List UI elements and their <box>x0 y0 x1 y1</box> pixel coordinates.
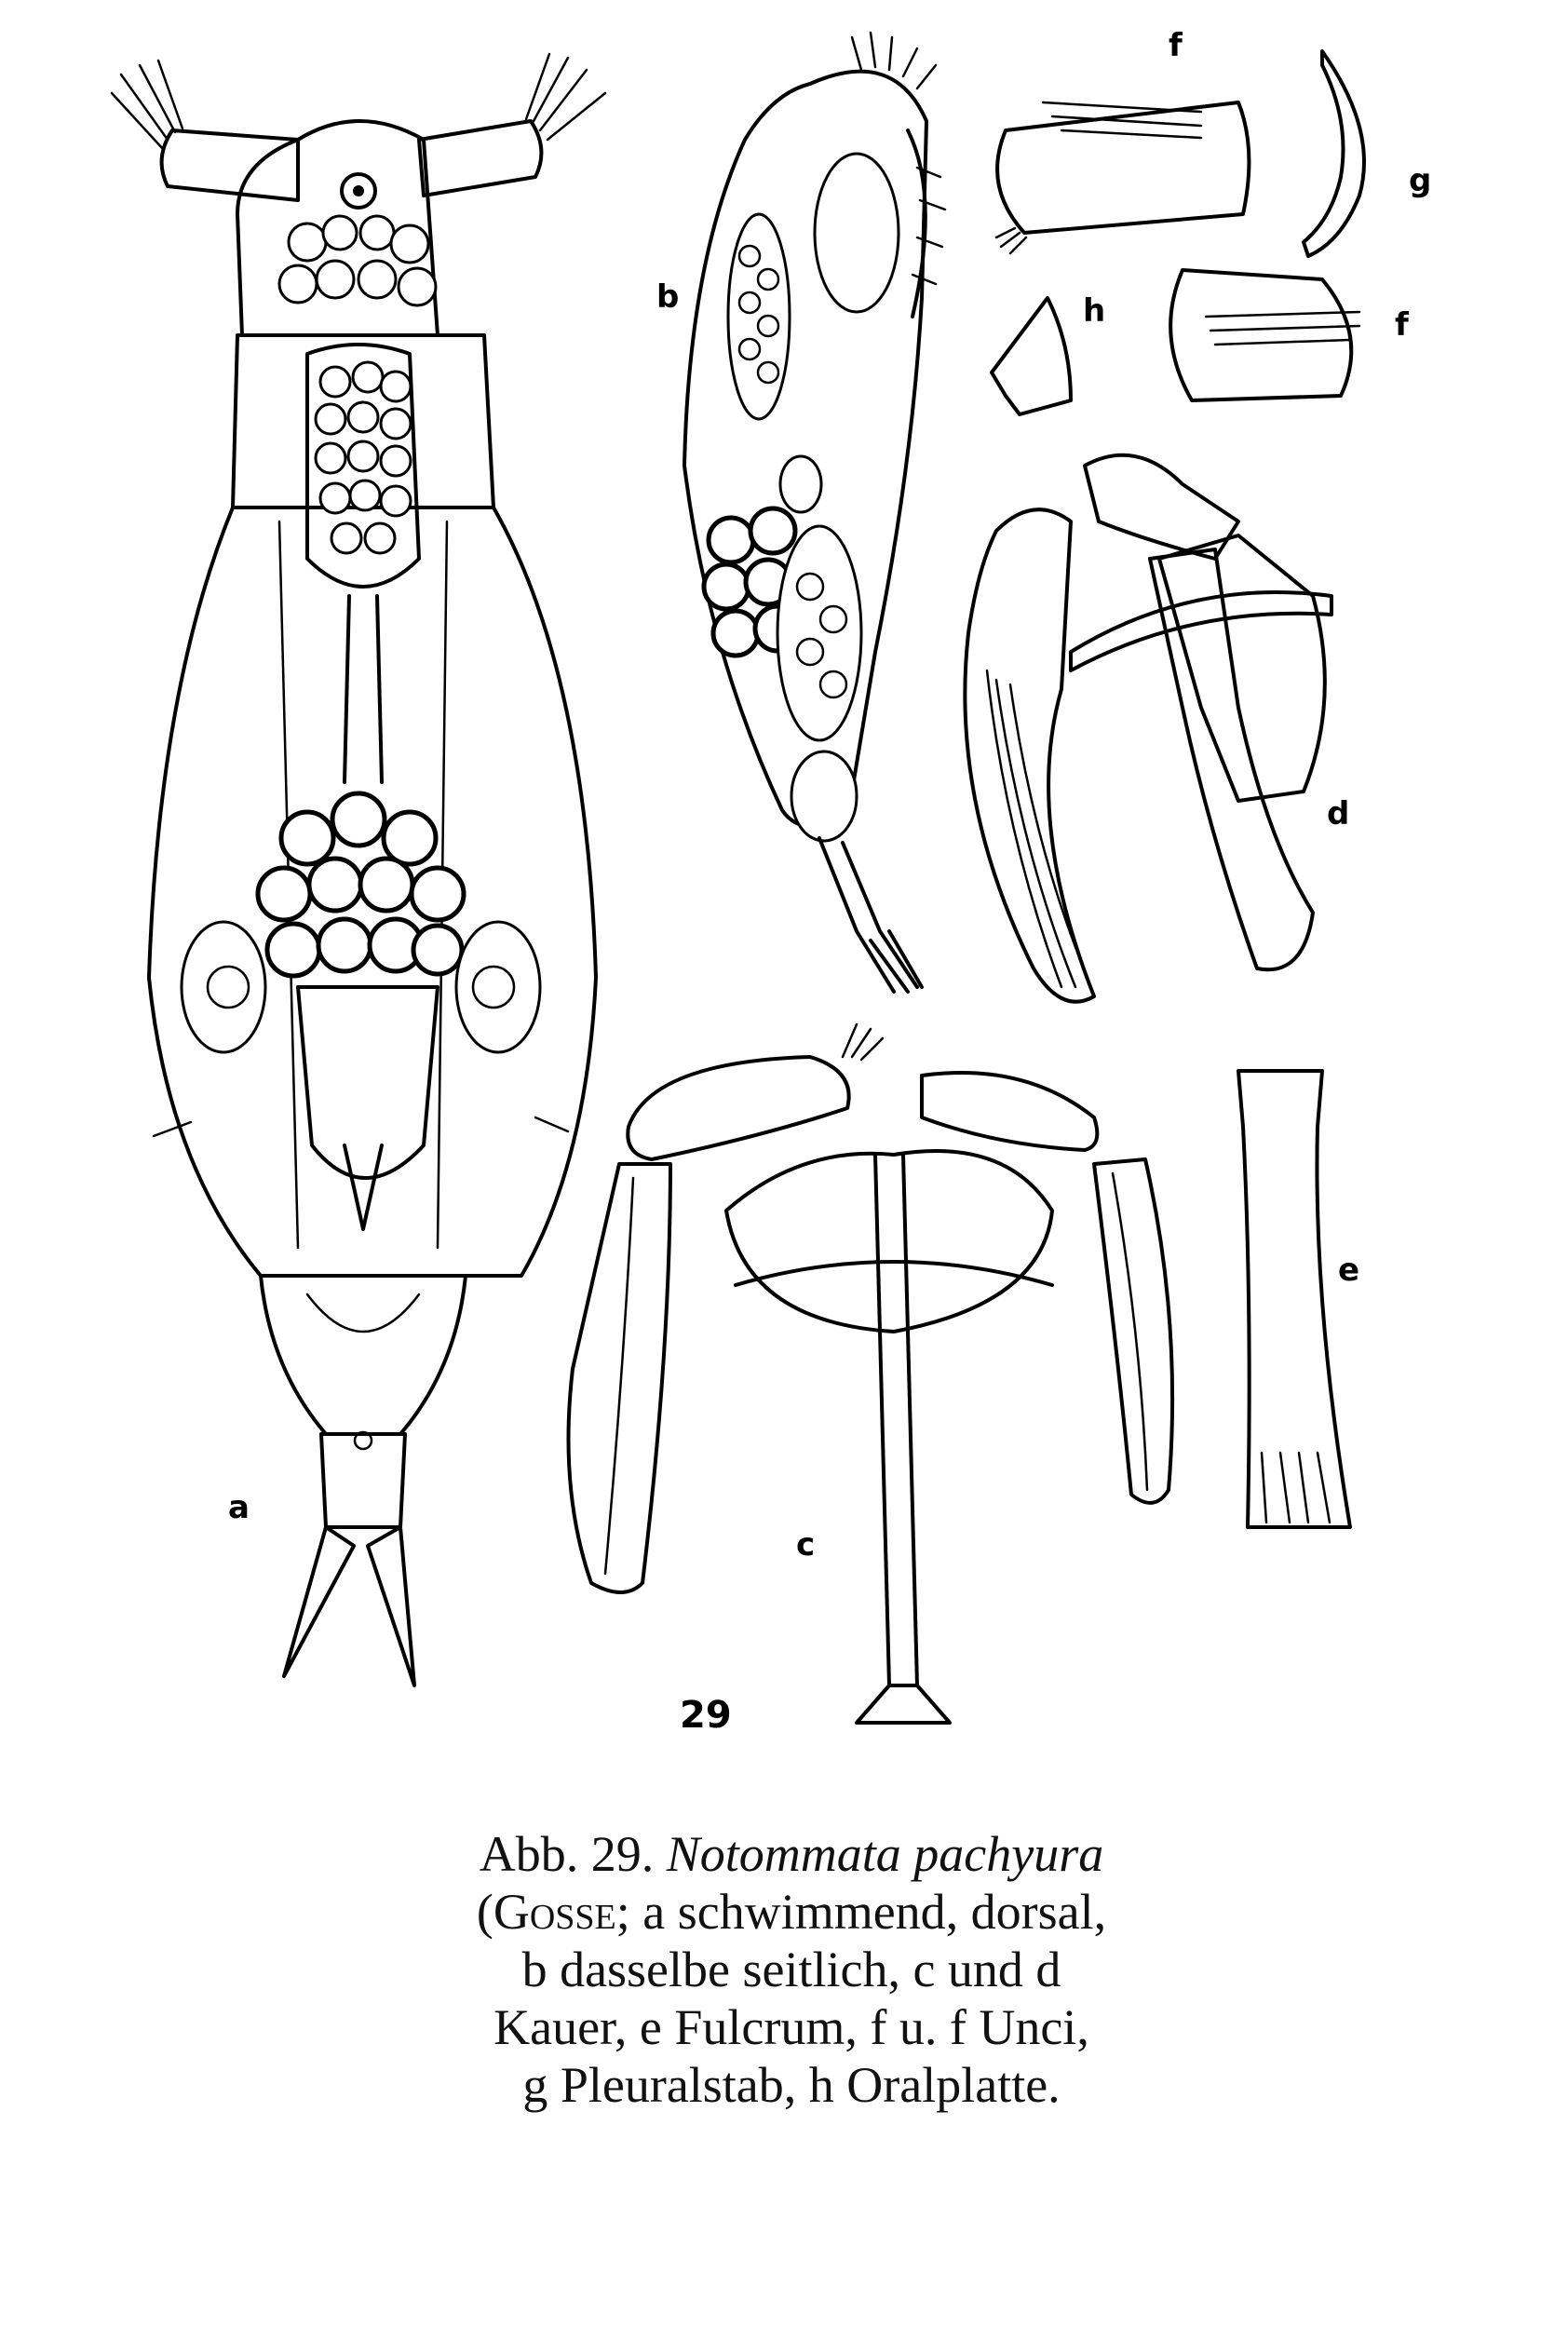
drawing-d-trophi <box>965 455 1331 1002</box>
stomach-cells <box>316 362 411 553</box>
caption-line-4: Kauer, e Fulcrum, f u. f Unci, <box>493 1999 1089 2055</box>
head-cells <box>279 216 436 305</box>
caption-author: Gosse <box>493 1884 616 1940</box>
label-a: a <box>228 1489 250 1526</box>
drawing-e-fulcrum <box>1238 1071 1350 1527</box>
label-d: d <box>1327 795 1350 832</box>
plate-number: 29 <box>680 1694 732 1737</box>
label-e: e <box>1338 1252 1360 1289</box>
drawing-h-oral-plate <box>992 298 1071 414</box>
caption-species: Notommata pachyura <box>666 1826 1104 1882</box>
caption-line-3: b dasselbe seitlich, c und d <box>521 1942 1061 1997</box>
caption-line-5: g Pleuralstab, h Oralplatte. <box>522 2057 1061 2113</box>
drawing-f-uncus-second <box>1170 270 1359 400</box>
label-f-top: f <box>1169 27 1183 64</box>
drawing-f-uncus-top <box>996 102 1249 253</box>
ovary-cells <box>258 793 464 976</box>
drawing-a-dorsal-view <box>112 54 605 1685</box>
drawing-b-lateral-view <box>684 33 945 992</box>
label-g: g <box>1409 162 1432 199</box>
drawing-c-trophi <box>569 1024 1173 1723</box>
caption-lead: Abb. 29. <box>479 1826 655 1882</box>
drawing-g-pleural-rod <box>1304 51 1364 256</box>
label-c: c <box>796 1526 816 1563</box>
caption-line1-rest: ; a schwimmend, dorsal, <box>615 1884 1107 1940</box>
label-h: h <box>1083 292 1106 330</box>
caption-line-2: (Gosse; a schwimmend, dorsal, <box>476 1884 1107 1940</box>
figure-caption <box>298 1825 1285 2114</box>
label-f-second: f <box>1395 306 1409 344</box>
caption-line-1 <box>298 1825 1285 1883</box>
label-b: b <box>656 278 680 316</box>
